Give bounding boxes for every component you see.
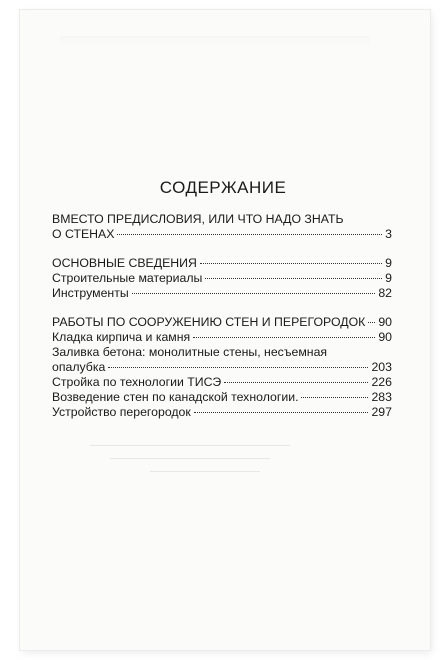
toc-entry-line [52, 375, 392, 390]
toc-page-number: 297 [371, 405, 392, 419]
toc-entry-title-continued: опалубка [52, 360, 106, 374]
toc-entry-line [52, 345, 392, 360]
dot-leader [108, 367, 368, 368]
toc-page-number: 226 [371, 375, 392, 389]
toc-entry-title: ОСНОВНЫЕ СВЕДЕНИЯ [52, 256, 197, 270]
toc-entry-title: Кладка кирпича и камня [52, 330, 191, 344]
toc-page-number: 90 [378, 330, 392, 344]
table-of-contents [52, 212, 392, 434]
toc-entry-title: Строительные материалы [52, 271, 203, 285]
toc-page-number: 9 [385, 256, 392, 270]
bleed-through-mark [90, 445, 290, 446]
toc-entry-title: ВМЕСТО ПРЕДИСЛОВИЯ, ИЛИ ЧТО НАДО ЗНАТЬ [52, 212, 344, 226]
toc-section-walls [52, 315, 392, 420]
page-title: СОДЕРЖАНИЕ [159, 178, 287, 197]
toc-entry-title: Стройка по технологии ТИСЭ [52, 375, 222, 389]
toc-entry-title: Возведение стен по канадской технологии. [52, 390, 299, 404]
toc-page-number: 90 [378, 315, 392, 329]
toc-entry-title: Инструменты [52, 286, 129, 300]
dot-leader [193, 337, 375, 338]
dot-leader [368, 322, 375, 323]
toc-page-number: 3 [385, 227, 392, 241]
dot-leader [117, 234, 382, 235]
dot-leader [132, 293, 376, 294]
dot-leader [224, 382, 368, 383]
dot-leader [200, 263, 382, 264]
toc-entry-line [52, 315, 392, 330]
toc-page-number: 203 [371, 360, 392, 374]
bleed-through-mark [150, 471, 260, 472]
toc-page-number: 82 [378, 286, 392, 300]
toc-entry-title: Заливка бетона: монолитные стены, несъемная [52, 345, 328, 359]
dot-leader [301, 397, 368, 398]
toc-entry-line [52, 390, 392, 405]
toc-entry-title: Устройство перегородок [52, 405, 191, 419]
toc-entry-line [52, 212, 392, 227]
toc-section-intro [52, 212, 392, 242]
toc-page-number: 9 [385, 271, 392, 285]
toc-entry-title-continued: О СТЕНАХ [52, 227, 115, 241]
toc-section-basics [52, 256, 392, 301]
toc-entry-line [52, 360, 392, 375]
dot-leader [205, 278, 382, 279]
toc-entry-line [52, 330, 392, 345]
toc-entry-title: РАБОТЫ ПО СООРУЖЕНИЮ СТЕН И ПЕРЕГОРОДОК [52, 315, 366, 329]
bleed-through-mark [110, 458, 270, 459]
toc-entry-line [52, 286, 392, 301]
toc-entry-line [52, 256, 392, 271]
dot-leader [194, 412, 369, 413]
toc-entry-line [52, 227, 392, 242]
toc-entry-line [52, 405, 392, 420]
toc-entry-line [52, 271, 392, 286]
bleed-through-shadow [60, 36, 370, 46]
toc-page-number: 283 [371, 390, 392, 404]
